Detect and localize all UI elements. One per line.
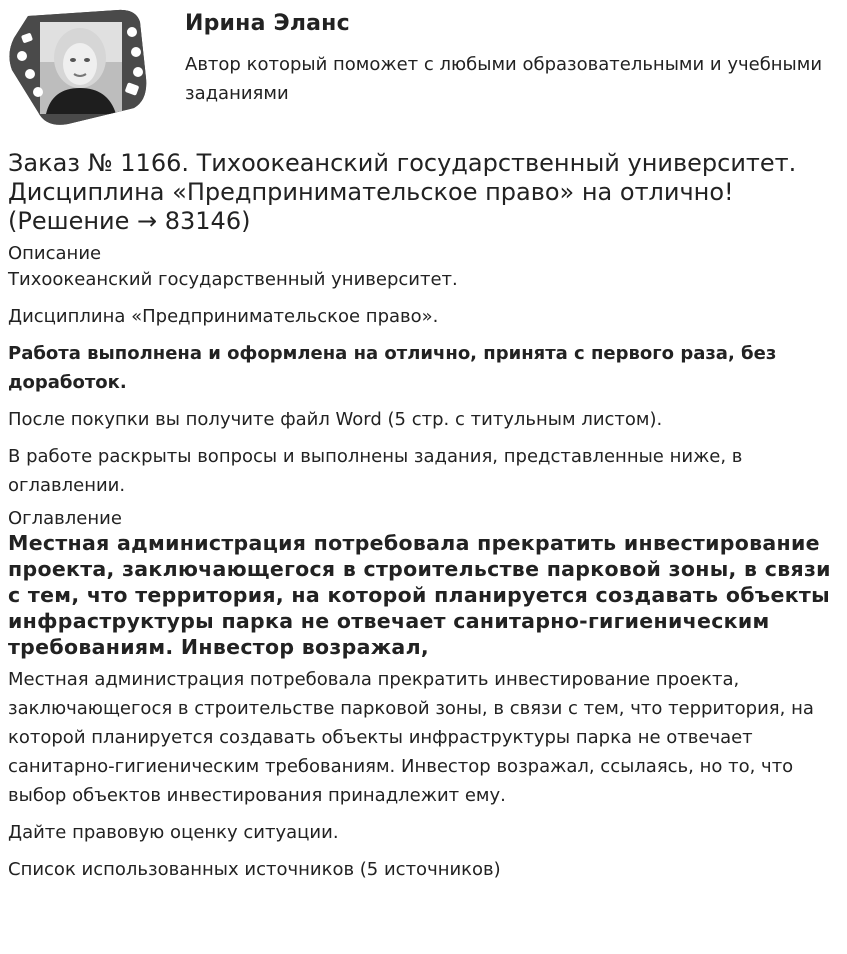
author-header — [0, 0, 847, 132]
description-paragraph: В работе раскрыты вопросы и выполнены задания, представленные ниже, в оглавлении. — [8, 446, 743, 496]
toc-heading: Местная администрация потребовала прекратить инвестирование проекта, заключающегося в строительстве парковой зоны, в связи с тем, что территория, на которой планируется создавать объекты инфраструктуры парка не отвечает санитарно-гигиеническим требованиям. Инвестор возражал, — [8, 531, 831, 659]
toc-label: Оглавление — [8, 508, 122, 529]
author-description: Автор который поможет с любыми образовательными и учебными заданиями — [185, 54, 823, 104]
toc-paragraph: Список использованных источников (5 источников) — [8, 859, 501, 880]
description-paragraph-bold: Работа выполнена и оформлена на отлично, принята с первого раза, без доработок. — [8, 343, 777, 393]
order-title: Заказ № 1166. Тихоокеанский государственный университет. Дисциплина «Предпринимательское право» на отлично! (Решение → 83146) — [8, 149, 797, 235]
toc-paragraph: Местная администрация потребовала прекратить инвестирование проекта, заключающегося в строительстве парковой зоны, в связи с тем, что территория, на которой планируется создавать объекты инфраструктуры парка не отвечает санитарно-гигиеническим требованиям. Инвестор возражал, ссылаясь, но то, что выбор объектов инвестирования принадлежит ему. — [8, 669, 814, 806]
description-label: Описание — [8, 243, 102, 264]
author-name: Ирина Эланс — [185, 11, 350, 36]
description-paragraph: После покупки вы получите файл Word (5 стр. с титульным листом). — [8, 409, 663, 430]
main-content — [8, 149, 840, 892]
toc-paragraph: Дайте правовую оценку ситуации. — [8, 822, 339, 843]
description-paragraph: Тихоокеанский государственный университет. — [8, 269, 458, 290]
author-avatar — [8, 8, 150, 126]
description-paragraph: Дисциплина «Предпринимательское право». — [8, 306, 439, 327]
